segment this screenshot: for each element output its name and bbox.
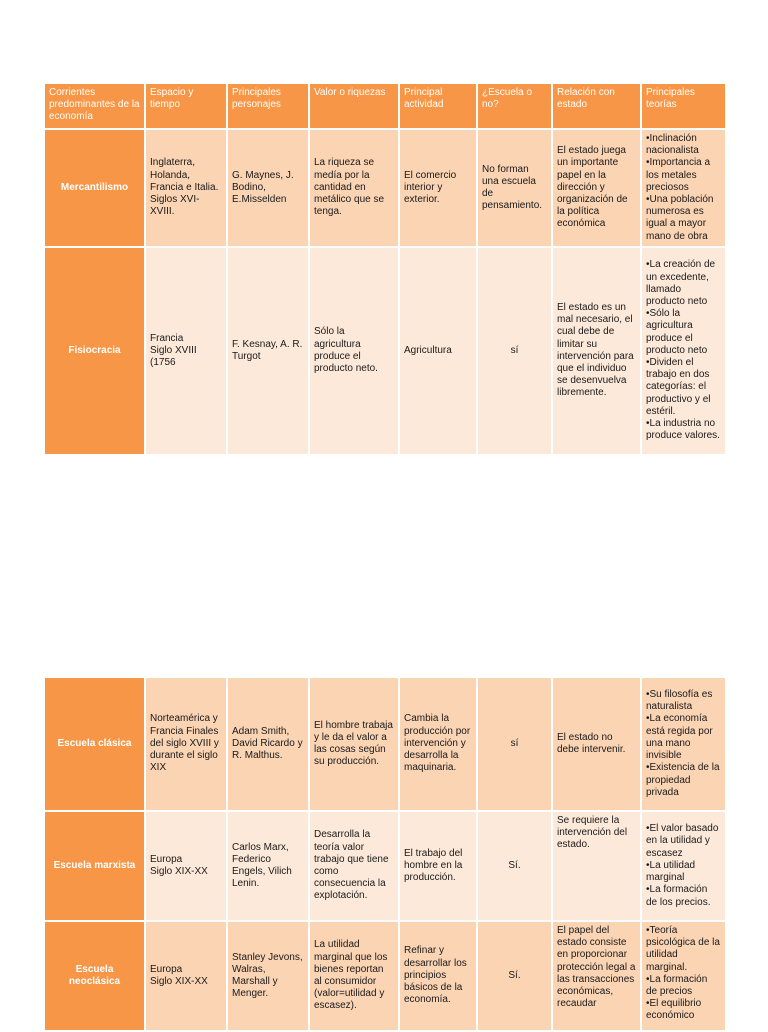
- table-row-escuela-neoclasica: [44, 921, 726, 1031]
- cell-estado: El estado juega un importante papel en la dirección y organización de la política económica: [552, 129, 641, 247]
- row-title: Escuela marxista: [44, 811, 145, 921]
- cell-teorias: •Inclinación nacionalista •Importancia a los metales preciosos •Una población numerosa es igual a mayor mano de obra: [641, 129, 726, 247]
- table-row-escuela-marxista: [44, 811, 726, 921]
- cell-teorias: •El valor basado en la utilidad y escasez •La utilidad marginal •La formación de los precios.: [641, 811, 726, 921]
- table-header-row: [44, 83, 726, 129]
- header-actividad: Principal actividad: [399, 83, 477, 129]
- header-valor-riquezas: Valor o riquezas: [309, 83, 399, 129]
- header-teorias: Principales teorías: [641, 83, 726, 129]
- cell-estado: El papel del estado consiste en proporcionar protección legal a las transacciones económicas, recaudar: [552, 921, 641, 1031]
- cell-personajes: Adam Smith, David Ricardo y R. Malthus.: [227, 677, 309, 811]
- cell-valor: Desarrolla la teoría valor trabajo que tiene como consecuencia la explotación.: [309, 811, 399, 921]
- cell-estado: El estado es un mal necesario, el cual debe de limitar su intervención para que el individuo se desenvuelva libremente.: [552, 247, 641, 455]
- row-title: Escuela clásica: [44, 677, 145, 811]
- cell-teorias: •Su filosofía es naturalista •La economía está regida por una mano invisible •Existencia de la propiedad privada: [641, 677, 726, 811]
- cell-espacio: Inglaterra, Holanda, Francia e Italia. Siglos XVI-XVIII.: [145, 129, 227, 247]
- cell-estado: El estado no debe intervenir.: [552, 677, 641, 811]
- cell-teorias: •Teoría psicológica de la utilidad marginal. •La formación de precios •El equilibrio económico: [641, 921, 726, 1031]
- cell-personajes: Carlos Marx, Federico Engels, Vilich Lenin.: [227, 811, 309, 921]
- cell-actividad: El comercio interior y exterior.: [399, 129, 477, 247]
- cell-personajes: G. Maynes, J. Bodino, E.Misselden: [227, 129, 309, 247]
- table-row-mercantilismo: [44, 129, 726, 247]
- header-espacio-tiempo: Espacio y tiempo: [145, 83, 227, 129]
- cell-personajes: Stanley Jevons, Walras, Marshall y Menger.: [227, 921, 309, 1031]
- cell-valor: La utilidad marginal que los bienes reportan al consumidor (valor=utilidad y escasez).: [309, 921, 399, 1031]
- table-row-fisiocracia: [44, 247, 726, 455]
- economic-schools-table-top: [43, 82, 727, 456]
- cell-escuela: sí: [477, 677, 552, 811]
- header-personajes: Principales personajes: [227, 83, 309, 129]
- cell-actividad: El trabajo del hombre en la producción.: [399, 811, 477, 921]
- cell-espacio: Europa Siglo XIX-XX: [145, 811, 227, 921]
- header-escuela: ¿Escuela o no?: [477, 83, 552, 129]
- cell-teorias: •La creación de un excedente, llamado producto neto •Sólo la agricultura produce el producto neto •Dividen el trabajo en dos categorías: el productivo y el estéril. •La industria no produce valores.: [641, 247, 726, 455]
- row-title: Mercantilismo: [44, 129, 145, 247]
- cell-espacio: Francia Siglo XVIII (1756: [145, 247, 227, 455]
- cell-espacio: Europa Siglo XIX-XX: [145, 921, 227, 1031]
- cell-valor: La riqueza se medía por la cantidad en metálico que se tenga.: [309, 129, 399, 247]
- header-relacion-estado: Relación con estado: [552, 83, 641, 129]
- cell-valor: Sólo la agricultura produce el producto neto.: [309, 247, 399, 455]
- cell-estado: Se requiere la intervención del estado.: [552, 811, 641, 921]
- row-title: Escuela neoclásica: [44, 921, 145, 1031]
- cell-espacio: Norteamérica y Francia Finales del siglo XVIII y durante el siglo XIX: [145, 677, 227, 811]
- table-row-escuela-clasica: [44, 677, 726, 811]
- cell-personajes: F. Kesnay, A. R. Turgot: [227, 247, 309, 455]
- cell-actividad: Agricultura: [399, 247, 477, 455]
- cell-escuela: Sí.: [477, 811, 552, 921]
- header-corrientes: Corrientes predominantes de la economía: [44, 83, 145, 129]
- economic-schools-table-bottom: [43, 676, 727, 1032]
- cell-actividad: Cambia la producción por intervención y desarrolla la maquinaria.: [399, 677, 477, 811]
- cell-escuela: Sí.: [477, 921, 552, 1031]
- cell-escuela: sí: [477, 247, 552, 455]
- cell-escuela: No forman una escuela de pensamiento.: [477, 129, 552, 247]
- row-title: Fisiocracia: [44, 247, 145, 455]
- cell-valor: El hombre trabaja y le da el valor a las cosas según su producción.: [309, 677, 399, 811]
- cell-actividad: Refinar y desarrollar los principios básicos de la economía.: [399, 921, 477, 1031]
